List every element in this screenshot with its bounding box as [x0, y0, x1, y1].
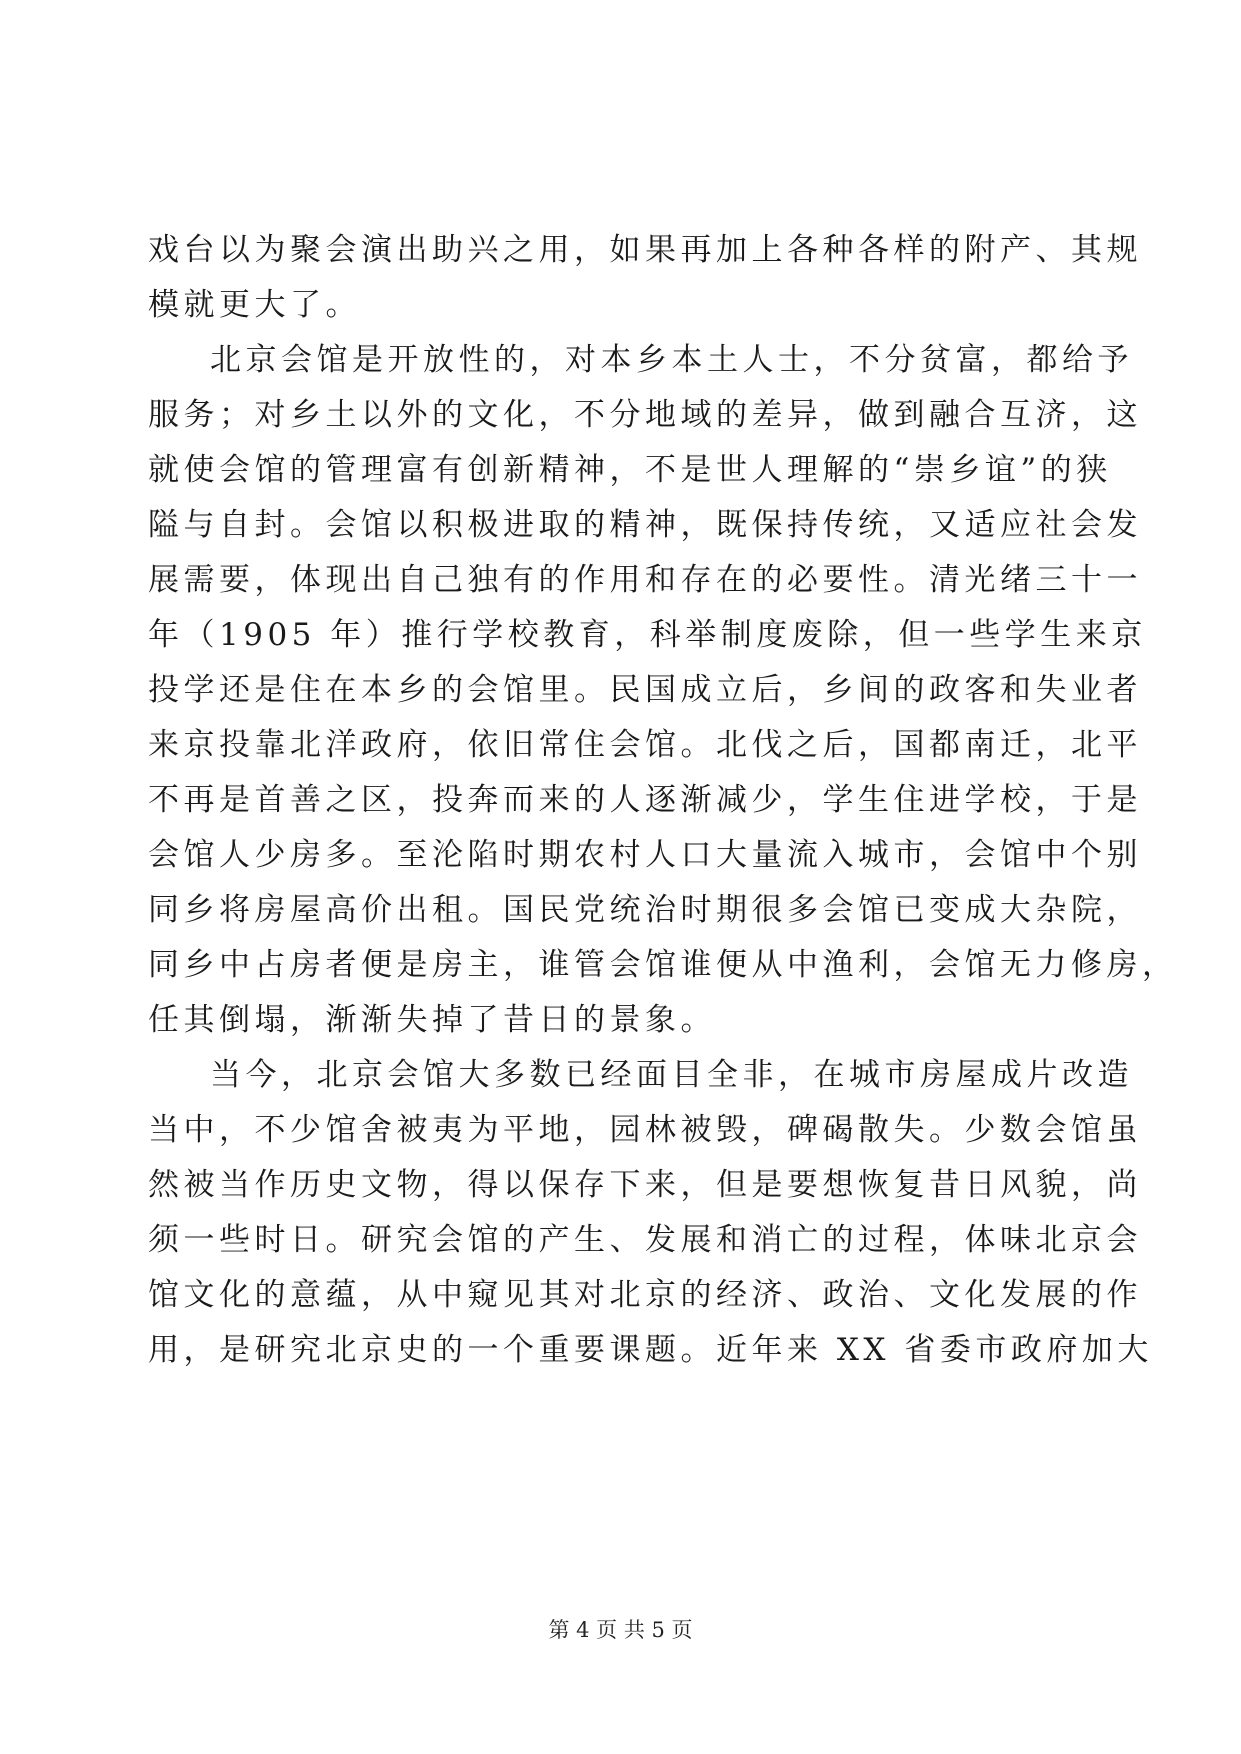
page-number: 第 4 页 共 5 页	[548, 1618, 693, 1642]
text-line: 年（1905 年）推行学校教育，科举制度废除，但一些学生来京	[148, 617, 1147, 653]
text-line: 同乡中占房者便是房主，谁管会馆谁便从中渔利，会馆无力修房，	[148, 947, 1178, 983]
text-line: 模就更大了。	[148, 287, 361, 323]
text-line: 就使会馆的管理富有创新精神，不是世人理解的“崇乡谊”的狭	[148, 452, 1112, 488]
text-line: 须一些时日。研究会馆的产生、发展和消亡的过程，体味北京会	[148, 1222, 1142, 1258]
text-line: 展需要，体现出自己独有的作用和存在的必要性。清光绪三十一	[148, 562, 1142, 598]
text-line: 不再是首善之区，投奔而来的人逐渐减少，学生住进学校，于是	[148, 782, 1142, 818]
text-line: 用，是研究北京史的一个重要课题。近年来 XX 省委市政府加大	[148, 1332, 1153, 1368]
text-line: 馆文化的意蕴，从中窥见其对北京的经济、政治、文化发展的作	[148, 1277, 1142, 1313]
text-line: 会馆人少房多。至沦陷时期农村人口大量流入城市，会馆中个别	[148, 837, 1142, 873]
text-line: 戏台以为聚会演出助兴之用，如果再加上各种各样的附产、其规	[148, 232, 1142, 268]
text-line: 隘与自封。会馆以积极进取的精神，既保持传统，又适应社会发	[148, 507, 1142, 543]
text-line: 当中，不少馆舍被夷为平地，园林被毁，碑碣散失。少数会馆虽	[148, 1112, 1142, 1148]
text-line: 北京会馆是开放性的，对本乡本土人士，不分贫富，都给予	[210, 342, 1133, 378]
text-line: 投学还是住在本乡的会馆里。民国成立后，乡间的政客和失业者	[148, 672, 1142, 708]
text-line: 任其倒塌，渐渐失掉了昔日的景象。	[148, 1002, 716, 1038]
text-line: 来京投靠北洋政府，依旧常住会馆。北伐之后，国都南迁，北平	[148, 727, 1142, 763]
text-line: 然被当作历史文物，得以保存下来，但是要想恢复昔日风貌，尚	[148, 1167, 1142, 1203]
text-line: 同乡将房屋高价出租。国民党统治时期很多会馆已变成大杂院，	[148, 892, 1142, 928]
text-line: 当今，北京会馆大多数已经面目全非，在城市房屋成片改造	[210, 1057, 1133, 1093]
text-line: 服务；对乡土以外的文化，不分地域的差异，做到融合互济，这	[148, 397, 1142, 433]
